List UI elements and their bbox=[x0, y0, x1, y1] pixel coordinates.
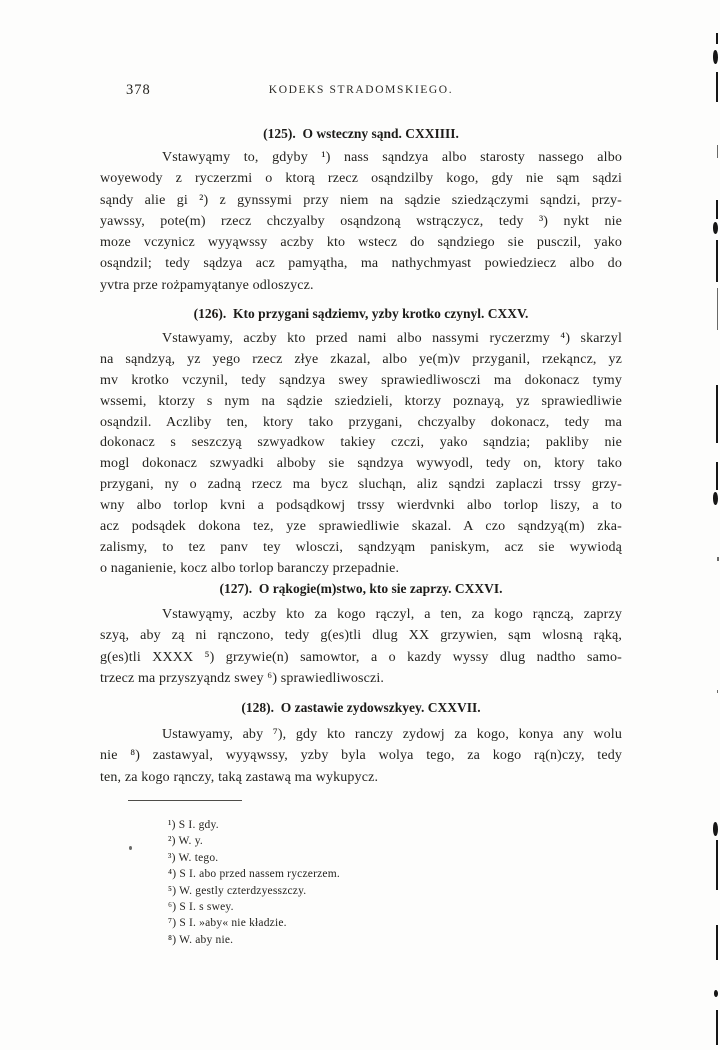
footnote: ⁴) S I. abo przed nassem ryczerzem. bbox=[168, 868, 340, 881]
footnote: ¹) S I. gdy. bbox=[168, 819, 219, 831]
text-line: Vstawyąmy to, gdyby ¹) nass sąndzya albo starosty nassego albo bbox=[162, 150, 622, 165]
text-line: woyewody z ryczerzmi o ktorą rzecz osąndzilby kogo, gdy nie sąm sądzi bbox=[100, 171, 622, 187]
text-line: wny albo torlop kvni a podsądkowj trssy wierdvnki albo torlop liszy, a to bbox=[100, 498, 622, 514]
footnote: ²) W. y. bbox=[168, 835, 203, 848]
footnote: ⁸) W. aby nie. bbox=[168, 933, 234, 946]
text-line: Vstawyamy, aczby kto przed nami albo nassymi ryczerzmy ⁴) skarzyl bbox=[162, 331, 622, 346]
scan-artifact bbox=[716, 385, 718, 443]
running-header bbox=[100, 82, 622, 100]
text-line: przygani, ny o zadną rzecz ma bycz sluchąn, aliz sąndzi zaplaczi trssy grzy- bbox=[100, 477, 622, 493]
scan-artifact bbox=[716, 1010, 718, 1045]
scan-artifact bbox=[713, 222, 718, 234]
text-line: osąndzil. Aczliby ten, ktory tako przygani, chczyalby dokonacz, tedy ma bbox=[100, 414, 622, 430]
text-line: mv krotko vczynil, tedy sąndzya swey sprawiedliwosczi ma dokonacz tymy bbox=[100, 372, 622, 388]
footnote: ⁶) S I. s swey. bbox=[168, 900, 234, 913]
text-line: yawssy, pote(m) rzecz chczyalby osąndzoną wstrączycz, tedy ³) nykt nie bbox=[100, 213, 622, 229]
scan-artifact bbox=[713, 50, 718, 64]
scan-artifact bbox=[717, 145, 718, 158]
section-heading-125: (125). O wsteczny sąnd. CXXIIII. bbox=[263, 126, 459, 141]
scan-artifact bbox=[714, 990, 718, 997]
text-line: mogl dokonacz szwyadki alboby sie sąndzya wywyodl, tedy on, ktory tako bbox=[100, 456, 622, 472]
text-line: yvtra prze rożpamyątanye odloszycz. bbox=[100, 277, 314, 293]
text-line: sąndy alie gi ²) z gynssymi przy niem na sądzie sziedzączymi sąndzi, przy- bbox=[100, 192, 622, 208]
paragraph-127 bbox=[100, 604, 622, 689]
paragraph-125 bbox=[100, 147, 622, 296]
text-line: osąndzil; tedy sądzya acz pamyątha, ma nathychmyast powiedziecz albo do bbox=[100, 256, 622, 272]
footnote: ³) W. tego. bbox=[168, 851, 219, 864]
scan-artifact bbox=[716, 925, 718, 960]
text-line: na sąndzyą, yz yego rzecz złye zkazal, albo ye(m)v przyganil, rzekąncz, yz bbox=[100, 351, 622, 367]
scan-artifact bbox=[716, 200, 718, 219]
footnote-divider bbox=[128, 800, 242, 801]
footnote: ⁷) S I. »aby« nie kładzie. bbox=[168, 917, 287, 930]
section-heading-128: (128). O zastawie zydowszkyey. CXXVII. bbox=[241, 700, 481, 715]
text-line: Ustawyamy, aby ⁷), gdy kto ranczy zydowj za kogo, konya any wolu bbox=[162, 727, 622, 742]
text-line: wssemi, ktorzy s nym na sądzie sziedzieli, ktorzy poznayą, yz sprawiedliwie bbox=[100, 393, 622, 409]
paragraph-128 bbox=[100, 724, 622, 788]
text-line: szyą, aby zą ni rąnczono, tedy g(es)tli dlug XX grzywien, sąm wlosną rąką, bbox=[100, 628, 622, 644]
scan-artifact bbox=[716, 33, 718, 44]
text-line: o naganienie, kocz albo torlop baranczy przepadnie. bbox=[100, 560, 400, 576]
scan-speck bbox=[129, 846, 132, 850]
text-line: Vstawyąmy, aczby kto za kogo rączyl, a ten, za kogo rąnczą, zaprzy bbox=[162, 607, 622, 622]
scan-artifact bbox=[717, 557, 719, 561]
section-heading-126: (126). Kto przygani sądziemv, yzby krotko czynyl. CXXV. bbox=[193, 306, 529, 321]
text-line: ten, za kogo rąnczy, taką zastawą ma wykupycz. bbox=[100, 769, 379, 785]
scan-artifact bbox=[713, 822, 718, 836]
scan-artifact bbox=[717, 288, 718, 330]
footnotes-block bbox=[100, 817, 622, 948]
scan-artifact bbox=[716, 240, 718, 282]
scan-artifact bbox=[713, 492, 718, 505]
scan-artifact bbox=[716, 840, 718, 890]
text-line: acz podsądek dokona tez, yze sprawiedliwie skazal. A czo sąndzyą(m) zka- bbox=[100, 519, 622, 535]
running-title: KODEKS STRADOMSKIEGO. bbox=[268, 84, 454, 96]
page-number: 378 bbox=[126, 82, 151, 98]
text-line: dokonacz s seszczyą szwyadkow takiey czczi, yako sąndzia; pakliby nie bbox=[100, 435, 622, 451]
footnote: ⁵) W. gestly czterdzyesszczy. bbox=[168, 884, 307, 897]
text-line: moze vczynicz wyyąwssy aczby kto wstecz do sąndziego sie pusczil, yako bbox=[100, 235, 622, 251]
section-heading-127: (127). O rąkogie(m)stwo, kto sie zaprzy. CXXVI. bbox=[219, 581, 503, 596]
text-line: zalismy, to tez panv tey wlosczi, sąndzyąm paniskym, acz sie wywiodą bbox=[100, 539, 622, 555]
scan-artifact bbox=[717, 690, 718, 693]
text-line: trzecz ma przyszyąndz swey ⁶) sprawiedliwosczi. bbox=[100, 670, 385, 686]
scan-artifact bbox=[716, 462, 718, 490]
scan-artifact bbox=[716, 72, 718, 102]
paragraph-126 bbox=[100, 329, 622, 580]
text-line: nie ⁸) zastawyal, wyyąwssy, yzby byla wolya tego, za kogo rą(n)czy, tedy bbox=[100, 748, 622, 764]
text-line: g(es)tli XXXX ⁵) grzywie(n) samowtor, a o kazdy wyssy dlug nadtho samo- bbox=[100, 649, 622, 665]
